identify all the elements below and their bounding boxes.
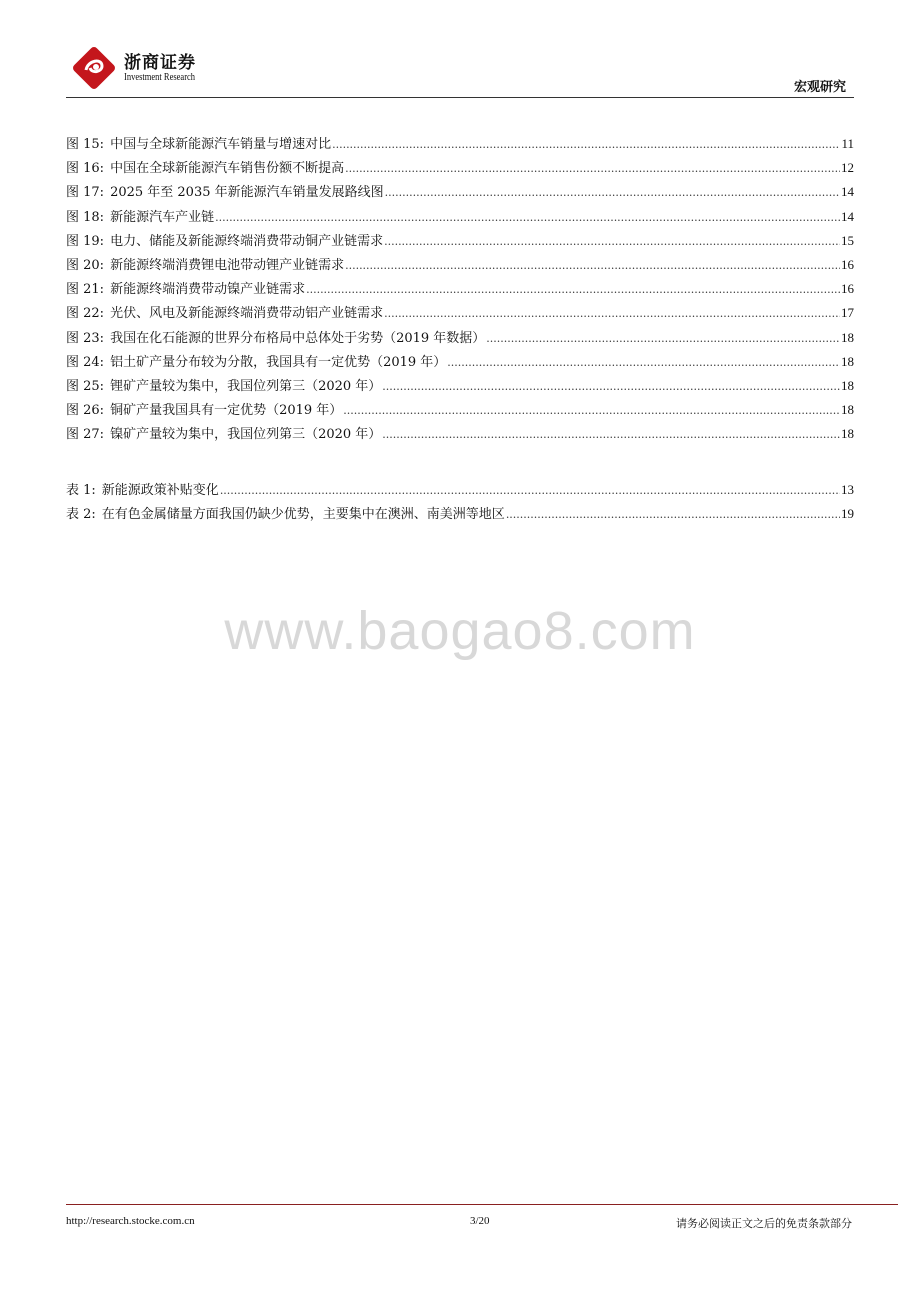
toc-entry-title: 新能源汽车产业链 [110, 209, 215, 225]
toc-entry-title: 新能源政策补贴变化 [101, 483, 219, 498]
toc-entry[interactable] [66, 375, 854, 399]
toc-leader-dots [343, 404, 840, 417]
toc-entry-title: 锂矿产量较为集中，我国位列第三（2020 年） [110, 378, 382, 394]
toc-entry-page: 12 [841, 160, 854, 176]
toc-entry-label: 图 21: [66, 282, 105, 298]
toc-entry-page: 18 [841, 402, 854, 418]
toc-entry-label: 图 19: [66, 233, 105, 249]
footer-divider [66, 1204, 898, 1205]
toc-entry-title: 光伏、风电及新能源终端消费带动铝产业链需求 [110, 306, 384, 322]
toc-entry[interactable] [66, 254, 854, 278]
toc-entry-label: 图 22: [66, 306, 105, 322]
toc-leader-dots [506, 508, 840, 521]
toc-entry-label: 图 15: [66, 137, 105, 152]
toc-entry-page: 16 [841, 281, 854, 297]
toc-entry-label: 图 27: [66, 427, 105, 443]
toc-entry-page: 18 [841, 329, 854, 345]
toc-entry[interactable] [66, 133, 854, 157]
toc-leader-dots [382, 428, 840, 441]
toc-entry-page: 16 [841, 256, 854, 272]
toc-entry-title: 2025 年至 2035 年新能源汽车销量发展路线图 [110, 185, 384, 201]
footer-url[interactable]: http://research.stocke.com.cn [66, 1215, 195, 1227]
toc-leader-dots [385, 186, 840, 199]
toc-entry-title: 新能源终端消费带动镍产业链需求 [110, 282, 306, 298]
table-list [66, 479, 854, 527]
toc-entry-title: 我国在化石能源的世界分布格局中总体处于劣势（2019 年数据） [110, 330, 486, 346]
toc-entry-label: 图 20: [66, 257, 105, 273]
toc-entry-title: 新能源终端消费锂电池带动锂产业链需求 [110, 257, 345, 273]
toc-leader-dots [345, 259, 840, 272]
toc-entry-page: 14 [841, 184, 854, 200]
toc-leader-dots [486, 332, 840, 345]
toc-entry-title: 镍矿产量较为集中，我国位列第三（2020 年） [110, 427, 382, 443]
toc-entry-label: 表 2: [66, 507, 96, 523]
toc-leader-dots [382, 380, 840, 393]
toc-leader-dots [384, 235, 840, 248]
figure-list [66, 133, 854, 447]
toc-entry[interactable] [66, 327, 854, 351]
toc-entry-title: 在有色金属储量方面我国仍缺少优势，主要集中在澳洲、南美洲等地区 [101, 507, 505, 523]
toc-entry-page: 18 [841, 377, 854, 393]
toc-entry-label: 图 17: [66, 185, 105, 201]
toc-entry-label: 图 18: [66, 209, 105, 225]
toc-entry-page: 18 [841, 426, 854, 442]
toc-entry-page: 13 [841, 482, 854, 497]
toc-entry-page: 17 [841, 305, 854, 321]
toc-entry[interactable] [66, 278, 854, 302]
toc-entry-page: 15 [841, 232, 854, 248]
toc-entry-page: 18 [841, 353, 854, 369]
brand-name-cn: 浙商证券 [124, 53, 196, 73]
toc-entry-title: 铝土矿产量分布较为分散，我国具有一定优势（2019 年） [110, 354, 447, 370]
toc-entry-title: 中国在全球新能源汽车销售份额不断提高 [110, 161, 345, 177]
toc-entry-page: 19 [841, 506, 854, 522]
section-label: 宏观研究 [793, 80, 846, 95]
toc-leader-dots [215, 211, 840, 224]
toc-entry-page: 14 [841, 208, 854, 224]
toc-entry-title: 铜矿产量我国具有一定优势（2019 年） [110, 403, 343, 419]
toc-entry[interactable] [66, 399, 854, 423]
toc-entry-label: 图 24: [66, 354, 105, 370]
toc-entry-label: 图 16: [66, 161, 105, 177]
watermark: www.baogao8.com [224, 601, 696, 661]
toc-entry[interactable] [66, 181, 854, 205]
toc-entry[interactable] [66, 302, 854, 326]
toc-entry-page: 11 [841, 136, 854, 151]
toc-entry[interactable] [66, 351, 854, 375]
toc-entry[interactable] [66, 206, 854, 230]
toc-entry[interactable] [66, 157, 854, 181]
brand-name-en: Investment Research [124, 72, 196, 83]
toc-entry-label: 图 25: [66, 378, 105, 394]
disclaimer-note: 请务必阅读正文之后的免责条款部分 [676, 1217, 852, 1230]
toc-entry[interactable] [66, 423, 854, 447]
page-number: 3/20 [470, 1215, 490, 1227]
toc-leader-dots [384, 307, 840, 320]
toc-entry-title: 中国与全球新能源汽车销量与增速对比 [110, 137, 332, 152]
toc-leader-dots [332, 138, 840, 151]
toc-leader-dots [306, 283, 840, 296]
toc-leader-dots [220, 484, 840, 497]
toc-entry-title: 电力、储能及新能源终端消费带动铜产业链需求 [110, 233, 384, 249]
toc-entry-label: 图 23: [66, 330, 105, 346]
toc-entry-label: 表 1: [66, 483, 96, 498]
toc-entry-label: 图 26: [66, 403, 105, 419]
toc-leader-dots [447, 356, 840, 369]
toc-entry[interactable] [66, 503, 854, 527]
toc-entry[interactable] [66, 479, 854, 503]
page-header [66, 40, 854, 98]
stocke-logo-icon [72, 46, 116, 90]
toc-leader-dots [345, 162, 840, 175]
toc-entry[interactable] [66, 230, 854, 254]
